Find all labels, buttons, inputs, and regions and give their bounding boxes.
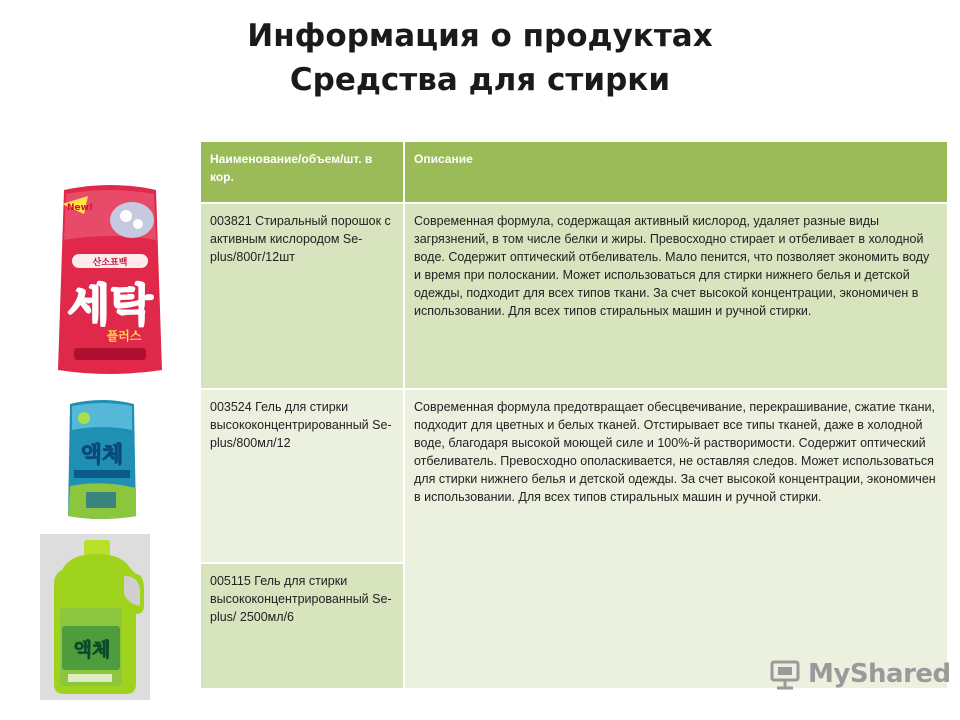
row-1-description: Современная формула, содержащая активный кислород, удаляет разные виды загрязнений, в том числе белки и жиры. Превосходно стирает и отбеливает в холодной воде. Содержит оптический отбеливатель. Мало пенится, что позволяет экономить воду и время при полоскании. Может использоваться для стирки нижнего белья и детской одежды, подходит для всех типов ткани. За счет высокой концентрации, экономичен в использовании. Для всех типов стиральных машин и ручной стирки. — [405, 204, 947, 388]
title-line-2: Средства для стирки — [289, 62, 671, 98]
product-table — [201, 142, 947, 688]
row-2-name: 003524 Гель для стирки высококонцентрированный Se-plus/800мл/12 — [201, 390, 403, 562]
gel-pouch-label: 액체 — [80, 443, 124, 468]
powder-bag-label: 세탁 — [67, 280, 153, 331]
watermark-text: MyShared — [808, 659, 951, 689]
header-description: Описание — [405, 142, 947, 202]
title-line-1: Информация о продуктах — [247, 18, 713, 54]
gel-bottle-image — [40, 534, 150, 700]
presentation-icon — [768, 658, 802, 690]
watermark — [768, 656, 951, 692]
slide-title — [0, 14, 960, 102]
row-1-name: 003821 Стиральный порошок с активным кислородом Se-plus/800г/12шт — [201, 204, 403, 388]
svg-text:산소표백: 산소표백 — [92, 258, 128, 268]
gel-pouch-image — [64, 396, 140, 522]
row-3-name: 005115 Гель для стирки высококонцентрированный Se-plus/ 2500мл/6 — [201, 564, 403, 688]
powder-bag-image — [54, 180, 166, 378]
svg-text:플러스: 플러스 — [106, 329, 142, 343]
row-2-description: Современная формула предотвращает обесцвечивание, перекрашивание, сжатие ткани, подходит для цветных и белых тканей. Отстирывает все типы тканей, даже в холодной воде, благодаря высокой моющей силе и 100%-й растворимости. Содержит оптический отбеливатель. Превосходно ополаскивается, не оставляя следов. Может использоваться для стирки нижнего белья и детской одежды. За счет высокой концентрации, экономичен в использовании. Для всех типов стиральных машин и ручной стирки. — [405, 390, 947, 688]
svg-text:New!: New! — [67, 203, 94, 213]
gel-bottle-label: 액체 — [73, 639, 111, 661]
header-name: Наименование/объем/шт. в кор. — [201, 142, 403, 202]
